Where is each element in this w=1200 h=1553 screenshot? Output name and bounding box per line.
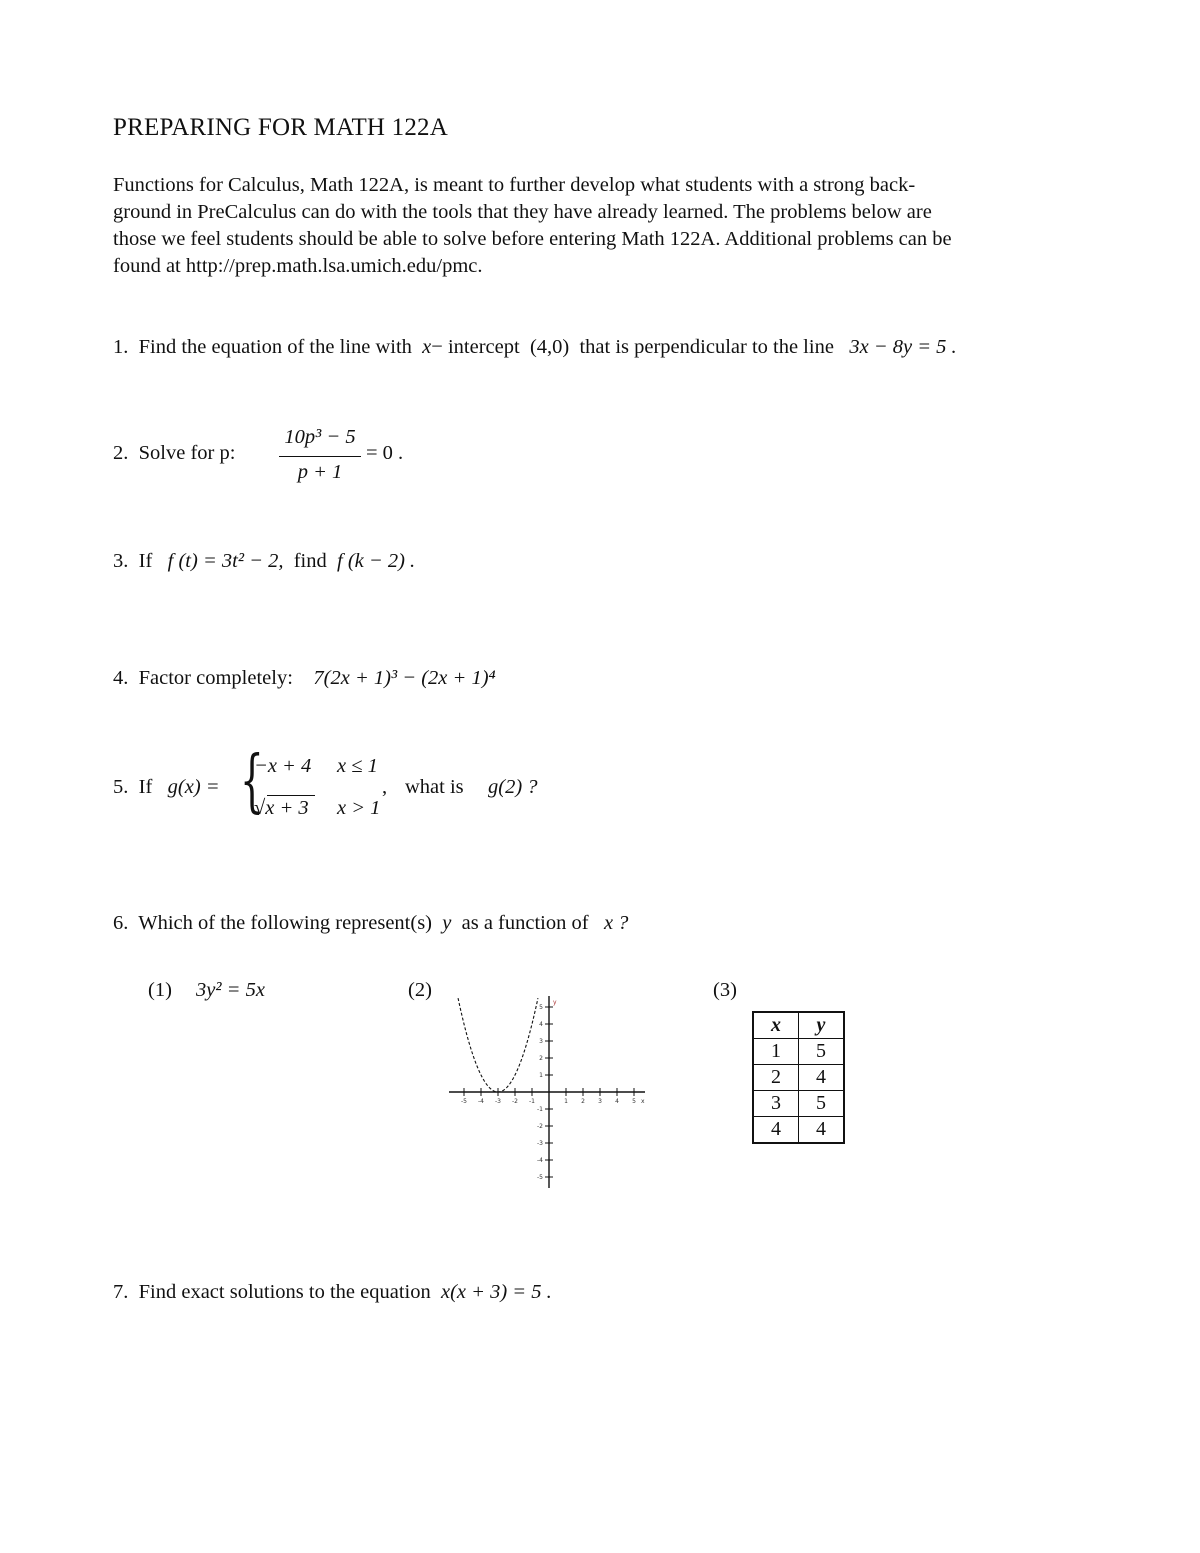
table-cell: 4	[753, 1117, 799, 1144]
y-tick-label: 4	[539, 1021, 543, 1028]
table-cell: 5	[799, 1091, 845, 1117]
table-cell: 3	[753, 1091, 799, 1117]
table-header: x	[753, 1012, 799, 1039]
parabola-curve	[458, 998, 538, 1092]
table-row	[753, 1065, 844, 1091]
question-text: Find exact solutions to the equation	[138, 1281, 431, 1303]
table-cell: 4	[799, 1065, 845, 1091]
variable-y: y	[442, 912, 452, 934]
function-definition: f (t) = 3t² − 2,	[167, 550, 284, 572]
table-row	[753, 1117, 844, 1144]
question-3	[113, 550, 415, 573]
question-text: Find the equation of the line with	[138, 336, 412, 358]
intro-line: Functions for Calculus, Math 122A, is meant to further develop what students with a strong back-	[113, 174, 916, 196]
intro-line: ground in PreCalculus can do with the tools that they have already learned. The problems below are	[113, 201, 932, 223]
question-7	[113, 1281, 552, 1304]
solution-equation: x(x + 3) = 5 .	[440, 1281, 552, 1303]
line-equation: 3x − 8y = 5 .	[849, 336, 957, 358]
x-axis-label: x	[641, 1098, 645, 1105]
intercept-point: (4,0)	[529, 336, 570, 358]
y-tick-label: 5	[539, 1004, 543, 1011]
piecewise-lhs: g(x) =	[167, 776, 220, 798]
fraction-bar	[279, 456, 361, 457]
variable-x: x	[422, 336, 432, 358]
table-header: y	[799, 1012, 845, 1039]
x-tick-label: 1	[564, 1098, 568, 1105]
question-1	[113, 336, 957, 359]
piece-2-condition: x > 1	[337, 797, 381, 819]
question-number: 1.	[113, 336, 129, 358]
x-tick-label: -4	[478, 1098, 484, 1105]
y-axis-label: y	[553, 999, 557, 1006]
question-text: that is perpendicular to the line	[579, 336, 834, 358]
table-row	[753, 1039, 844, 1065]
intro-paragraph	[113, 172, 1093, 280]
question-number: 3.	[113, 550, 129, 572]
option-1-equation: 3y² = 5x	[196, 979, 265, 1001]
y-tick-label: -3	[537, 1140, 543, 1147]
question-4	[113, 667, 496, 690]
table-header-row	[753, 1012, 844, 1039]
y-tick-label: -5	[537, 1174, 543, 1181]
question-text: If	[138, 550, 153, 572]
piece-2-expression: √x + 3	[254, 797, 309, 819]
table-cell: 5	[799, 1039, 845, 1065]
piece-1-expression: −x + 4	[254, 755, 312, 777]
question-text: Factor completely:	[138, 667, 293, 689]
x-tick-label: 5	[632, 1098, 636, 1105]
question-text: − intercept	[431, 336, 520, 358]
option-2-graph	[445, 992, 650, 1192]
question-2	[113, 442, 235, 465]
question-number: 7.	[113, 1281, 129, 1303]
x-tick-label: -2	[512, 1098, 518, 1105]
x-tick-label: -5	[461, 1098, 467, 1105]
y-tick-label: -1	[537, 1106, 543, 1113]
x-tick-label: -3	[495, 1098, 501, 1105]
page-title: PREPARING FOR MATH 122A	[113, 114, 448, 141]
y-tick-label: -4	[537, 1157, 543, 1164]
option-3-label: (3)	[713, 979, 737, 1001]
fraction-denominator: p + 1	[297, 461, 343, 483]
question-number: 2.	[113, 442, 129, 464]
left-brace: {	[240, 742, 264, 821]
table-row	[753, 1091, 844, 1117]
x-tick-label: -1	[529, 1098, 535, 1105]
x-tick-label: 3	[598, 1098, 602, 1105]
piece-1-condition: x ≤ 1	[337, 755, 378, 777]
question-text: If	[138, 776, 153, 798]
variable-x: x ?	[603, 912, 629, 934]
radical-bar	[267, 795, 315, 796]
question-number: 5.	[113, 776, 129, 798]
intro-line: those we feel students should be able to solve before entering Math 122A. Additional problems can be	[113, 228, 952, 250]
option-3-table	[752, 1011, 845, 1144]
y-tick-label: 2	[539, 1055, 543, 1062]
question-number: 6.	[113, 912, 129, 934]
factor-expression: 7(2x + 1)³ − (2x + 1)⁴	[313, 667, 496, 689]
question-text: Which of the following represent(s)	[138, 912, 433, 934]
y-tick-label: 1	[539, 1072, 543, 1079]
option-2-label: (2)	[408, 979, 432, 1001]
question-number: 4.	[113, 667, 129, 689]
table-cell: 1	[753, 1039, 799, 1065]
fraction-numerator: 10p³ − 5	[284, 426, 356, 448]
x-tick-label: 2	[581, 1098, 585, 1105]
y-tick-label: 3	[539, 1038, 543, 1045]
question-text: what is	[405, 776, 464, 798]
question-text: find	[293, 550, 327, 572]
question-5	[113, 776, 220, 799]
piecewise-target: g(2) ?	[488, 776, 538, 798]
x-tick-label: 4	[615, 1098, 619, 1105]
comma: ,	[382, 776, 388, 798]
function-target: f (k − 2) .	[337, 550, 416, 572]
question-text: as a function of	[461, 912, 589, 934]
equation-rhs: = 0 .	[366, 442, 404, 464]
table-cell: 2	[753, 1065, 799, 1091]
table-cell: 4	[799, 1117, 845, 1144]
question-text: Solve for p:	[138, 442, 236, 464]
option-1-label: (1)	[148, 979, 172, 1001]
question-6	[113, 912, 628, 935]
y-tick-label: -2	[537, 1123, 543, 1130]
intro-line: found at http://prep.math.lsa.umich.edu/pmc.	[113, 255, 483, 277]
